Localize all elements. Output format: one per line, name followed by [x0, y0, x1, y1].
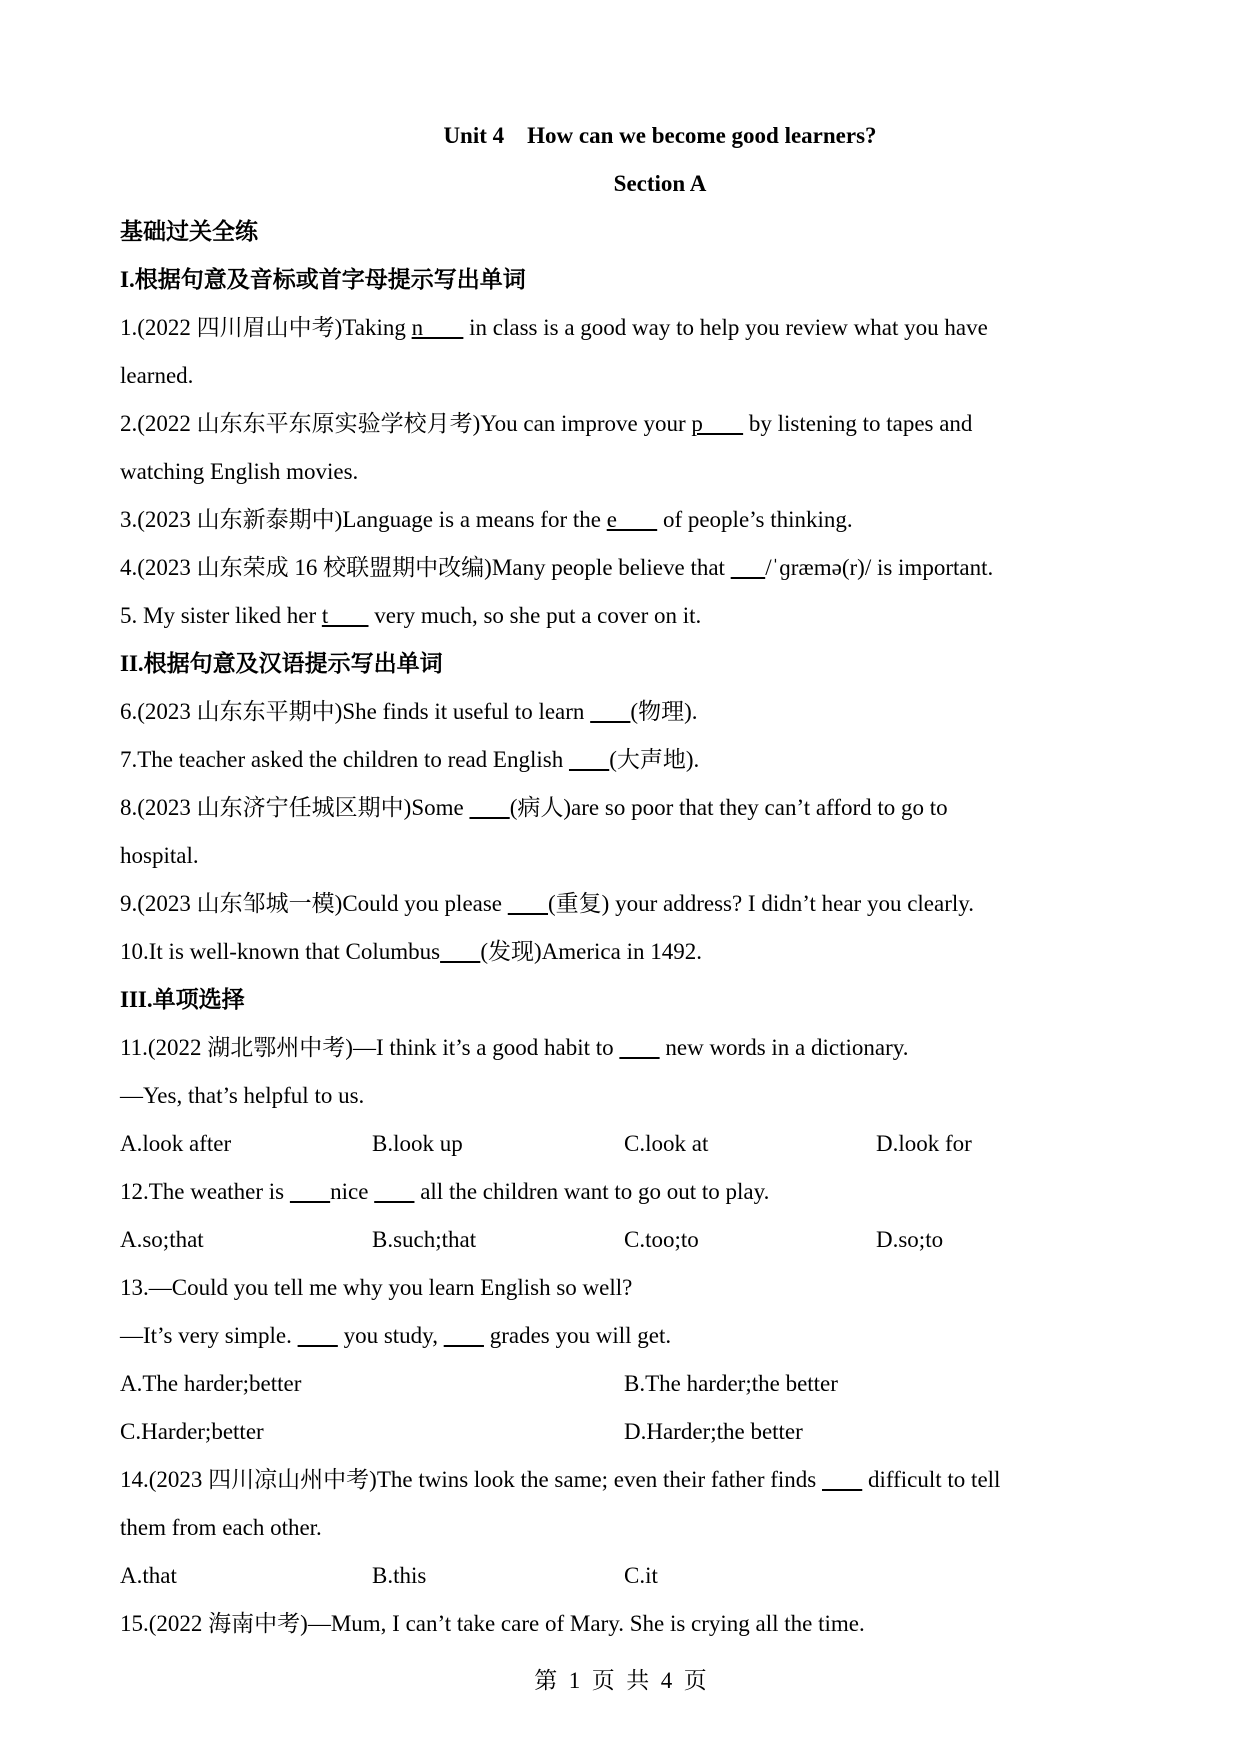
option-d: D.look for — [876, 1131, 972, 1156]
answer-blank — [508, 891, 548, 916]
part-1-heading: I.根据句意及音标或首字母提示写出单词 — [120, 267, 526, 292]
option-a: A.that — [120, 1563, 177, 1588]
option-b: B.this — [372, 1563, 427, 1588]
question-5: 5. My sister liked her t very much, so she put a cover on it. — [120, 603, 702, 628]
answer-blank — [444, 1323, 484, 1348]
question-15: 15.(2022 海南中考)—Mum, I can’t take care of Mary. She is crying all the time. — [120, 1611, 865, 1636]
question-2-continued: watching English movies. — [120, 459, 359, 484]
question-2: 2.(2022 山东东平东原实验学校月考)You can improve your p by listening to tapes and — [120, 411, 973, 436]
option-a: A.so;that — [120, 1227, 204, 1252]
document-content — [120, 112, 1130, 1648]
question-6: 6.(2023 山东东平期中)She finds it useful to learn (物理). — [120, 699, 698, 724]
answer-blank — [569, 747, 609, 772]
question-8: 8.(2023 山东济宁任城区期中)Some (病人)are so poor that they can’t afford to go to — [120, 795, 948, 820]
question-12: 12.The weather is nice all the children want to go out to play. — [120, 1179, 770, 1204]
option-c: C.look at — [624, 1131, 709, 1156]
question-1: 1.(2022 四川眉山中考)Taking n in class is a good way to help you review what you have — [120, 315, 988, 340]
answer-blank — [374, 1179, 414, 1204]
answer-blank — [290, 1179, 330, 1204]
page-footer: 第 1 页 共 4 页 — [534, 1668, 707, 1693]
option-c: C.it — [624, 1563, 658, 1588]
answer-blank: n — [411, 315, 464, 340]
answer-blank — [619, 1035, 659, 1060]
answer-blank — [822, 1467, 862, 1492]
answer-blank — [298, 1323, 338, 1348]
option-a: A.look after — [120, 1131, 232, 1156]
part-2-heading: II.根据句意及汉语提示写出单词 — [120, 651, 443, 676]
question-10: 10.It is well-known that Columbus (发现)America in 1492. — [120, 939, 702, 964]
question-13: 13.—Could you tell me why you learn English so well? — [120, 1275, 633, 1300]
answer-blank — [590, 699, 630, 724]
unit-title: Unit 4 How can we become good learners? — [443, 123, 877, 148]
question-11-reply: —Yes, that’s helpful to us. — [120, 1083, 365, 1108]
part-3-heading: III.单项选择 — [120, 987, 245, 1012]
question-8-continued: hospital. — [120, 843, 199, 868]
option-d: D.Harder;the better — [624, 1419, 803, 1444]
question-7: 7.The teacher asked the children to read English (大声地). — [120, 747, 700, 772]
question-9: 9.(2023 山东邹城一模)Could you please (重复) your address? I didn’t hear you clearly. — [120, 891, 975, 916]
answer-blank: e — [606, 507, 658, 532]
answer-blank — [731, 555, 766, 580]
option-b: B.look up — [372, 1131, 463, 1156]
option-d: D.so;to — [876, 1227, 944, 1252]
answer-blank: t — [321, 603, 369, 628]
option-a: A.The harder;better — [120, 1371, 302, 1396]
question-12-options — [120, 1216, 1130, 1264]
option-c: C.too;to — [624, 1227, 699, 1252]
option-b: B.such;that — [372, 1227, 477, 1252]
question-14-options — [120, 1552, 1130, 1600]
answer-blank — [469, 795, 509, 820]
question-14-continued: them from each other. — [120, 1515, 322, 1540]
question-1-continued: learned. — [120, 363, 194, 388]
section-title: Section A — [613, 171, 707, 196]
question-13-reply: —It’s very simple. you study, grades you will get. — [120, 1323, 672, 1348]
answer-blank — [440, 939, 480, 964]
answer-blank: p — [691, 411, 744, 436]
question-4: 4.(2023 山东荣成 16 校联盟期中改编)Many people believe that /ˈɡræmə(r)/ is important. — [120, 555, 994, 580]
question-11-options — [120, 1120, 1130, 1168]
question-11: 11.(2022 湖北鄂州中考)—I think it’s a good habit to new words in a dictionary. — [120, 1035, 909, 1060]
option-b: B.The harder;the better — [624, 1371, 838, 1396]
question-14: 14.(2023 四川凉山州中考)The twins look the same; even their father finds difficult to tell — [120, 1467, 1001, 1492]
question-3: 3.(2023 山东新泰期中)Language is a means for the e of people’s thinking. — [120, 507, 853, 532]
question-13-options-row-2 — [120, 1408, 1130, 1456]
question-13-options-row-1 — [120, 1360, 1130, 1408]
option-c: C.Harder;better — [120, 1419, 264, 1444]
practice-heading: 基础过关全练 — [120, 219, 258, 244]
